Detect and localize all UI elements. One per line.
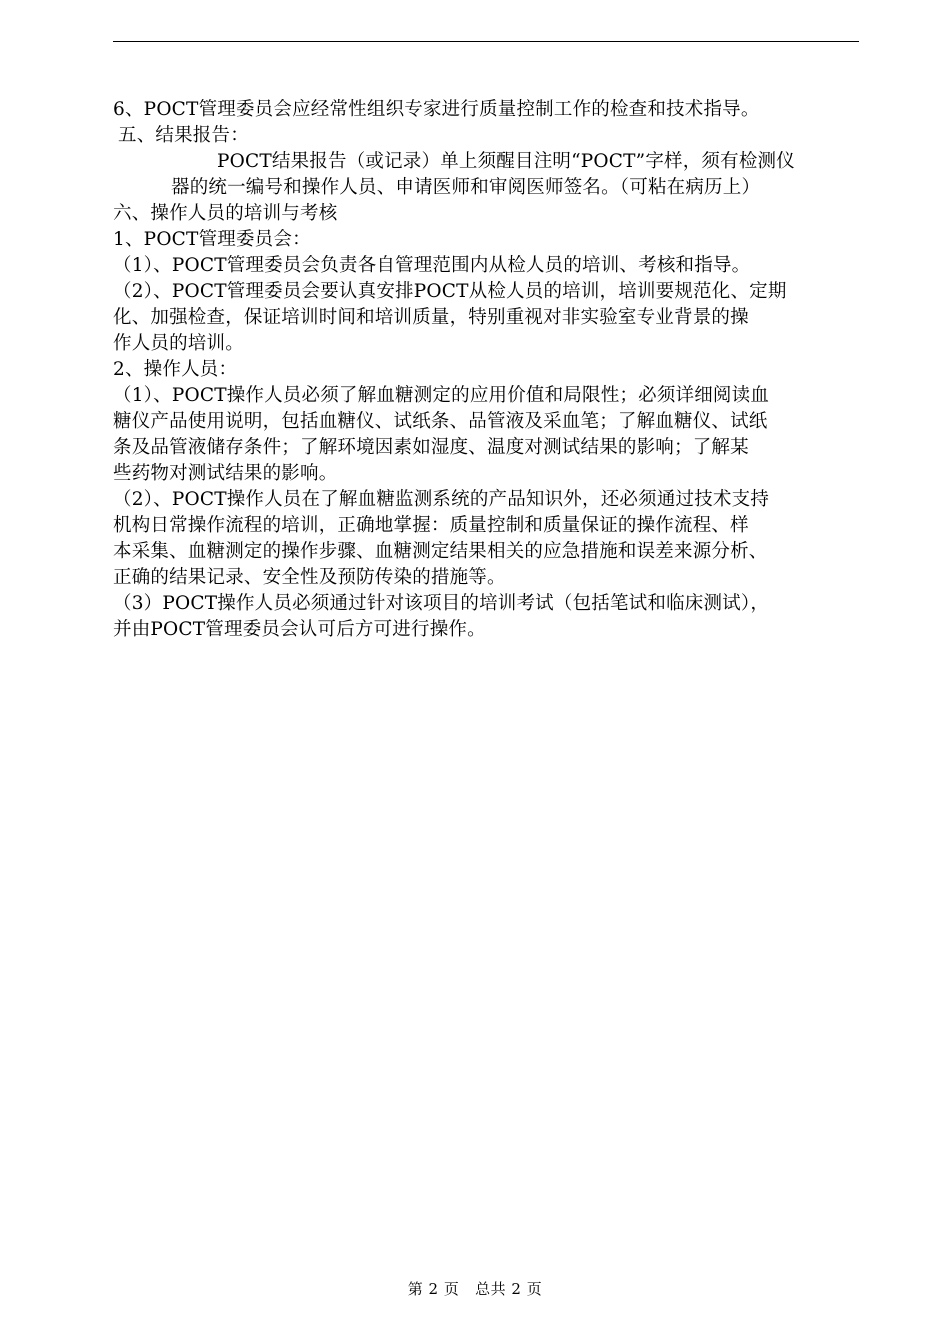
document-body <box>113 97 873 643</box>
subsection-2-paragraph-3-line-2: 并由POCT管理委员会认可后方可进行操作。 <box>113 619 486 640</box>
header-rule <box>113 41 859 42</box>
subsection-1-paragraph-2-line-1: （2）、POCT管理委员会要认真安排POCT从检人员的培训，培训要规范化、定期 <box>113 281 787 302</box>
subsection-2-paragraph-2-line-4: 正确的结果记录、安全性及预防传染的措施等。 <box>113 567 506 588</box>
subsection-1-paragraph-2-line-2: 化、加强检查，保证培训时间和培训质量，特别重视对非实验室专业背景的操 <box>113 307 749 328</box>
page-number-footer: 第 2 页 总共 2 页 <box>407 1280 543 1298</box>
subsection-2-paragraph-2-line-2: 机构日常操作流程的培训，正确地掌握：质量控制和质量保证的操作流程、样 <box>113 515 749 536</box>
section-5-title: 五、结果报告： <box>118 125 249 146</box>
section-5-line-2: 器的统一编号和操作人员、申请医师和审阅医师签名。（可粘在病历上） <box>171 177 761 198</box>
subsection-2-paragraph-3-line-1: （3）POCT操作人员必须通过针对该项目的培训考试（包括笔试和临床测试）， <box>113 593 770 614</box>
subsection-2-paragraph-1-line-4: 些药物对测试结果的影响。 <box>113 463 338 484</box>
subsection-2-paragraph-2-line-3: 本采集、血糖测定的操作步骤、血糖测定结果相关的应急措施和误差来源分析、 <box>113 541 768 562</box>
subsection-1-paragraph-2-line-3: 作人员的培训。 <box>113 333 244 354</box>
subsection-2-paragraph-1-line-2: 糖仪产品使用说明，包括血糖仪、试纸条、品管液及采血笔；了解血糖仪、试纸 <box>113 411 768 432</box>
subsection-2-paragraph-2-line-1: （2）、POCT操作人员在了解血糖监测系统的产品知识外，还必须通过技术支持 <box>113 489 770 510</box>
subsection-2-paragraph-1-line-3: 条及品管液储存条件；了解环境因素如湿度、温度对测试结果的影响；了解某 <box>113 437 749 458</box>
subsection-1-paragraph-1: （1）、POCT管理委员会负责各自管理范围内从检人员的培训、考核和指导。 <box>113 255 751 276</box>
item-6: 6、POCT管理委员会应经常性组织专家进行质量控制工作的检查和技术指导。 <box>113 99 760 120</box>
subsection-1-title: 1、POCT管理委员会： <box>113 229 311 250</box>
subsection-2-paragraph-1-line-1: （1）、POCT操作人员必须了解血糖测定的应用价值和局限性；必须详细阅读血 <box>113 385 770 406</box>
section-5-line-1: POCT结果报告（或记录）单上须醒目注明“POCT”字样，须有检测仪 <box>217 151 795 172</box>
subsection-2-title: 2、操作人员： <box>113 359 238 380</box>
section-6-title: 六、操作人员的培训与考核 <box>113 203 338 224</box>
